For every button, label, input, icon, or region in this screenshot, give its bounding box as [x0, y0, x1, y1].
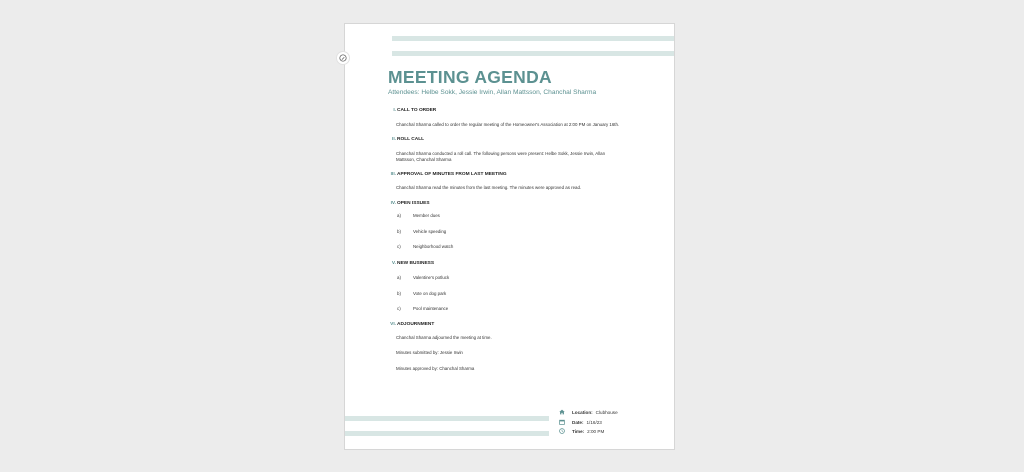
- section-heading-new-business: NEW BUSINESS: [397, 261, 435, 266]
- section-heading-open-issues: OPEN ISSUES: [397, 201, 430, 206]
- home-icon: [559, 409, 565, 415]
- time-label: Time:: [572, 428, 585, 434]
- section-heading-adjournment: ADJOURNMENT: [397, 322, 435, 327]
- date-label: Date:: [572, 419, 584, 425]
- list-item: Vote on dog park: [413, 291, 447, 296]
- list-item-letter: c): [397, 306, 401, 311]
- document-title: MEETING AGENDA: [388, 67, 552, 87]
- date-value: 1/16/23: [586, 419, 602, 425]
- section-number: VI.: [390, 322, 396, 327]
- decorative-band-bottom-2: [345, 431, 549, 436]
- list-item: Valentine's potluck: [413, 275, 450, 280]
- minutes-approved-line: Minutes approved by: Chanchal Sharma: [396, 366, 475, 371]
- info-time: [559, 428, 604, 434]
- section-number: V.: [391, 261, 396, 266]
- calendar-icon: [559, 419, 565, 425]
- attendees-line: [388, 89, 596, 96]
- location-value: Clubhouse: [595, 409, 618, 415]
- decorative-band-bottom-1: [345, 416, 549, 421]
- list-item-letter: b): [397, 291, 401, 296]
- list-item-letter: b): [397, 229, 401, 234]
- section-heading-roll-call: ROLL CALL: [397, 137, 425, 142]
- list-item-letter: c): [397, 244, 401, 249]
- decorative-band-top-2: [392, 51, 675, 56]
- edit-icon: [339, 54, 347, 62]
- location-label: Location:: [572, 409, 593, 415]
- clock-icon: [559, 428, 565, 434]
- attendees-label: Attendees:: [388, 89, 420, 96]
- list-item-letter: a): [397, 275, 401, 280]
- list-item: Vehicle speeding: [413, 229, 447, 234]
- section-body-call-to-order: Chanchal Sharma called to order the regular meeting of the Homeowner's Association at 2:00 PM on January 16th.: [396, 122, 620, 127]
- section-body-approval-of-minutes: Chanchal Sharma read the minutes from the last meeting. The minutes were approved as read.: [396, 185, 582, 190]
- section-heading-approval-of-minutes: APPROVAL OF MINUTES FROM LAST MEETING: [397, 172, 507, 177]
- section-number: III.: [390, 172, 396, 177]
- list-item-letter: a): [397, 213, 401, 218]
- list-item: Neighborhood watch: [413, 244, 454, 249]
- minutes-submitted-line: Minutes submitted by: Jessie Irwin: [396, 350, 463, 355]
- info-date: [559, 419, 602, 425]
- info-location: [559, 409, 618, 415]
- adjournment-line: Chanchal Sharma adjourned the meeting at time.: [396, 335, 492, 340]
- decorative-band-top-1: [392, 36, 675, 41]
- section-number: II.: [392, 137, 396, 142]
- section-number: I.: [393, 108, 396, 113]
- document-page: [344, 23, 675, 450]
- section-number: IV.: [390, 201, 396, 206]
- attendees-names: Helbe Sokk, Jessie Irwin, Allan Mattsson, Chanchal Sharma: [421, 89, 597, 96]
- time-value: 2:00 PM: [587, 428, 605, 434]
- edit-toggle-button[interactable]: [336, 51, 350, 65]
- section-heading-call-to-order: CALL TO ORDER: [397, 108, 437, 113]
- section-body-roll-call: Chanchal Sharma conducted a roll call. The following persons were present: Helbe Sokk, Jessie Irwin, Allan Mattsson, Chanchal Sharma: [396, 151, 606, 162]
- list-item: Member dues: [413, 213, 440, 218]
- list-item: Pool maintenance: [413, 306, 449, 311]
